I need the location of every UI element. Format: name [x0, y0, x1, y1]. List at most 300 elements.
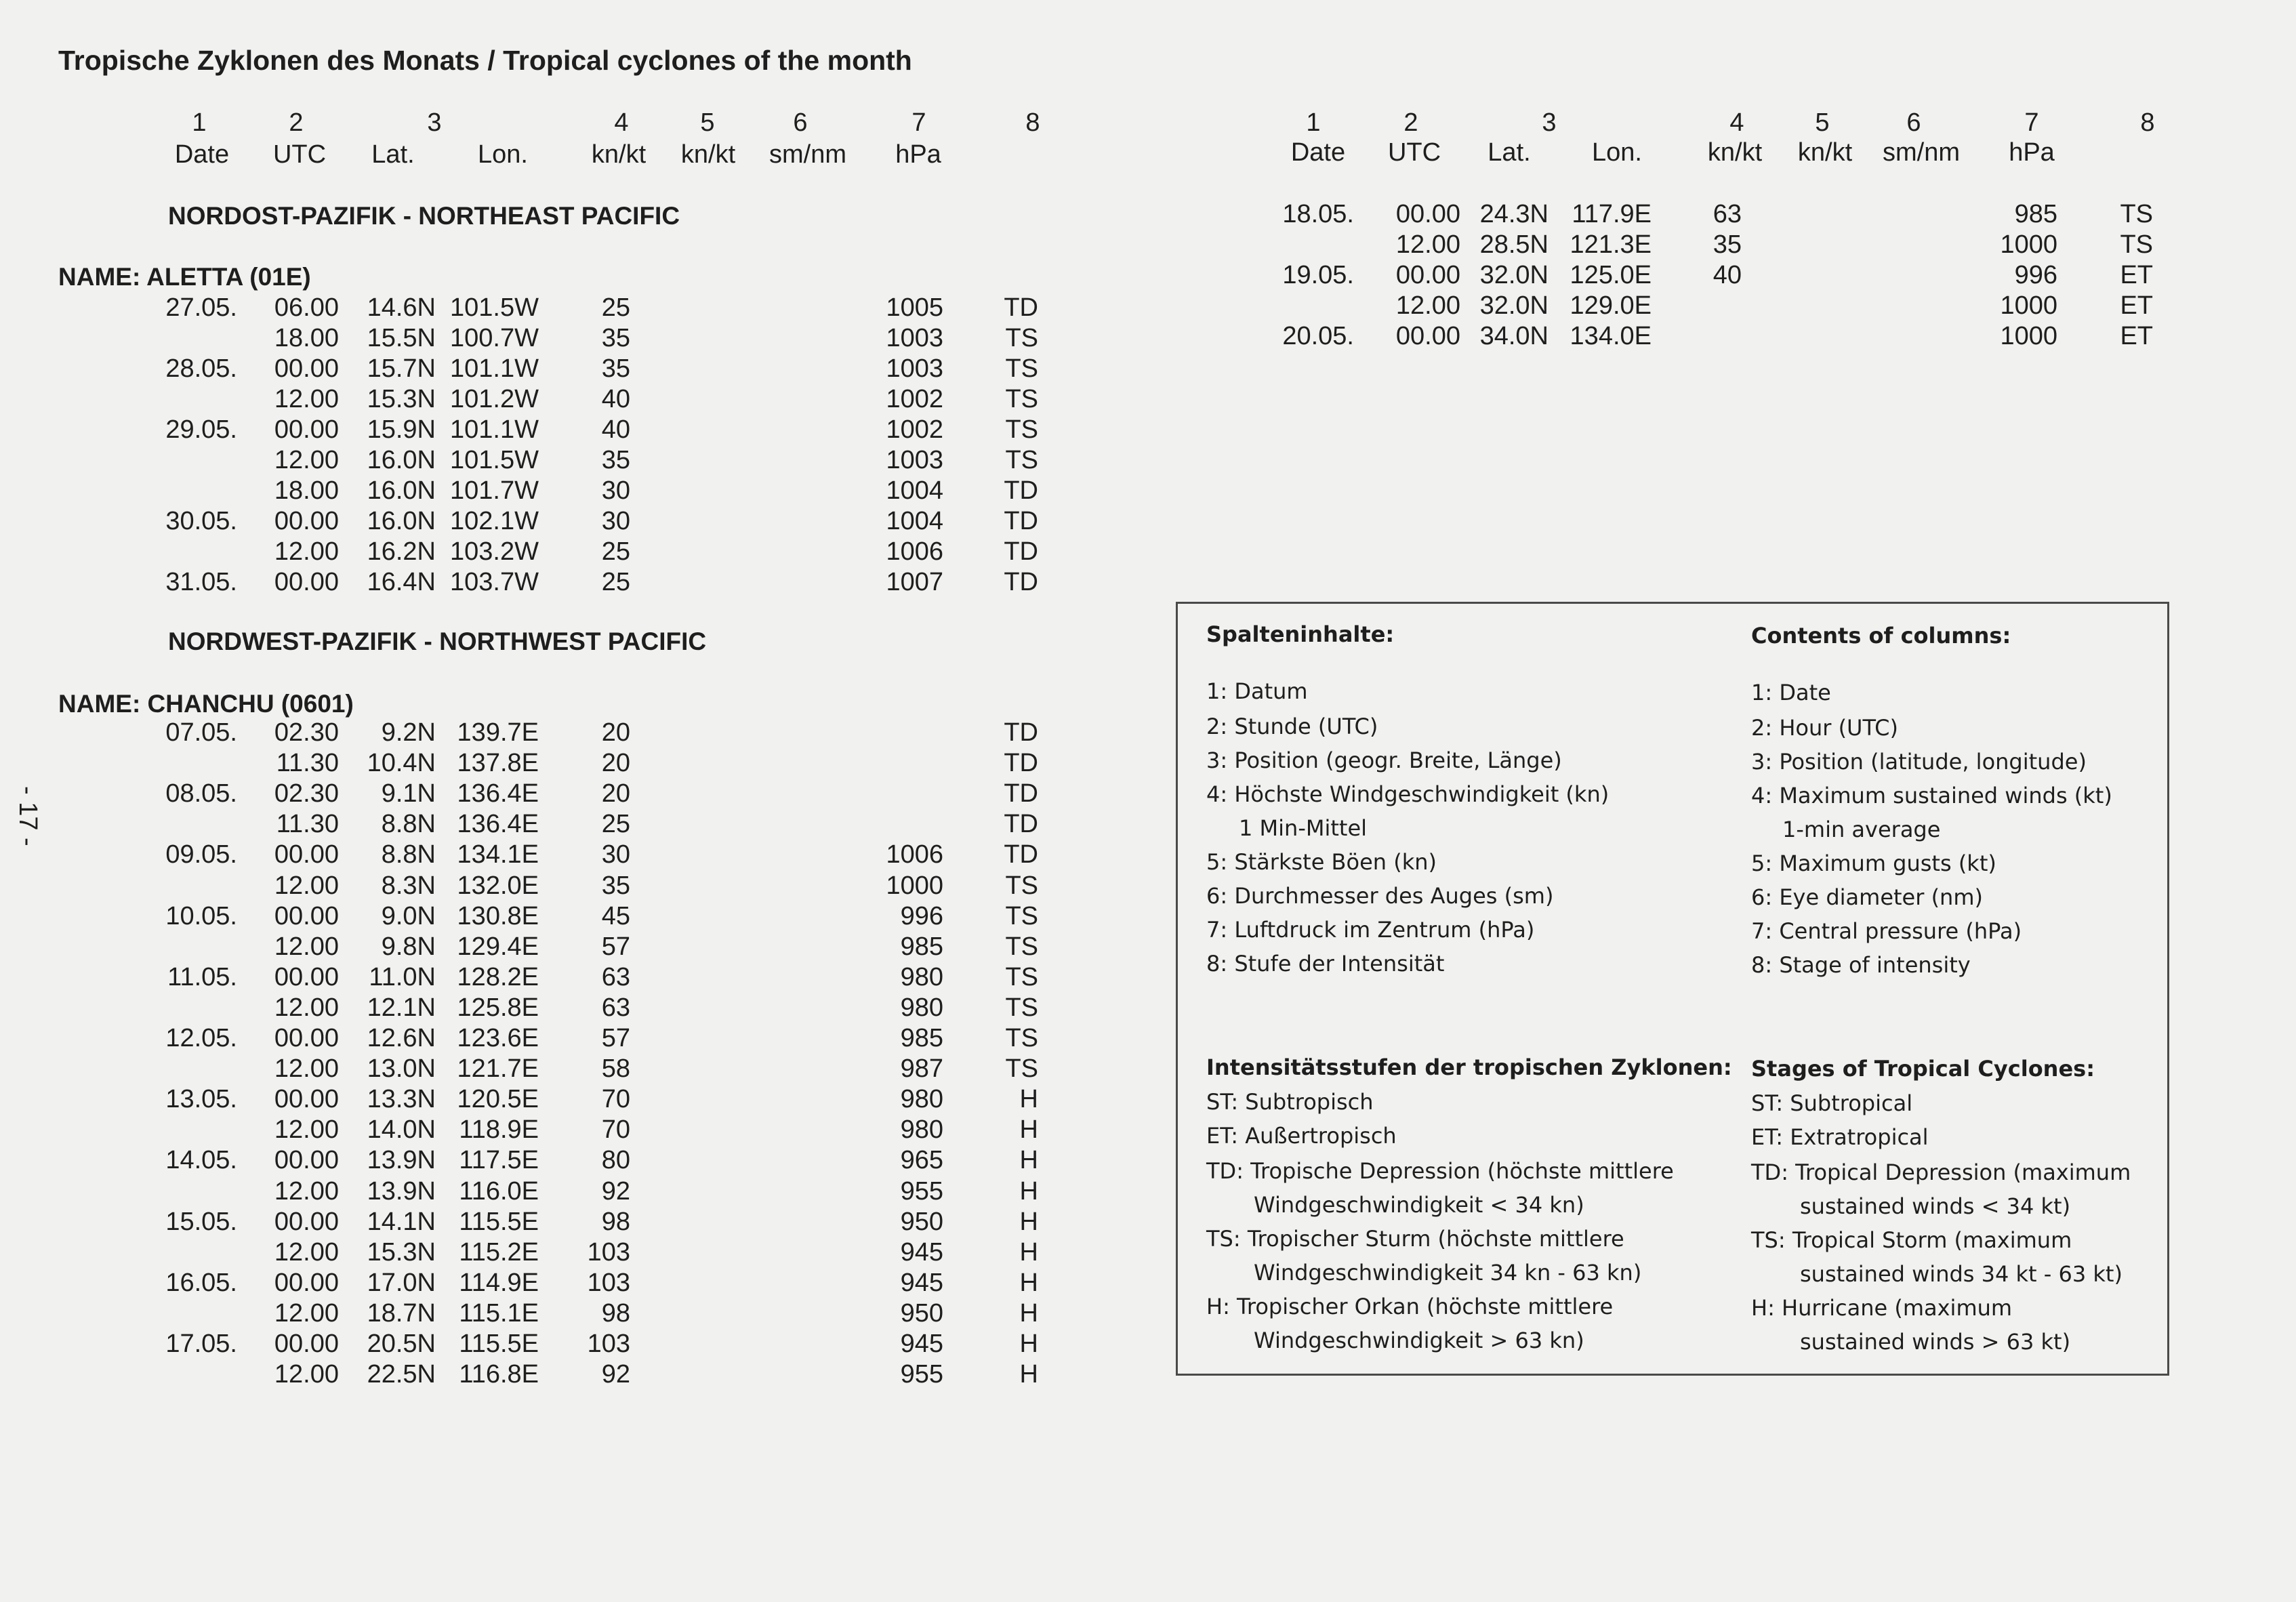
cell-stage: TD [1004, 810, 1038, 839]
table-row [1106, 261, 2258, 291]
legend-stage-de: TS: Tropischer Sturm (höchste mittlere [1206, 1226, 1624, 1252]
cell-lon: 134.1E [457, 840, 539, 869]
cell-date: 30.05. [165, 507, 237, 535]
legend-stage-de: ET: Außertropisch [1206, 1123, 1397, 1149]
cell-lon: 121.3E [1570, 230, 1652, 259]
legend-stages-heading-en: Stages of Tropical Cyclones: [1751, 1056, 2095, 1082]
table-row [0, 779, 1152, 810]
cell-lat: 13.3N [367, 1085, 436, 1114]
cell-pressure: 1006 [886, 840, 943, 869]
table-row [0, 902, 1152, 932]
table-row [1106, 291, 2258, 322]
cell-wind: 98 [601, 1298, 630, 1328]
legend-item-en: 8: Stage of intensity [1751, 952, 1971, 978]
cell-date: 14.05. [165, 1146, 237, 1175]
column-number: 6 [793, 108, 808, 137]
cell-stage: TD [1004, 840, 1038, 869]
table-row [0, 963, 1152, 993]
cell-pressure: 1003 [886, 324, 943, 352]
cell-stage: H [1019, 1268, 1038, 1297]
cell-pressure: 1000 [2000, 230, 2057, 259]
cell-lat: 12.1N [367, 993, 436, 1022]
cell-stage: ET [2120, 322, 2153, 350]
table-row [0, 871, 1152, 902]
storm-name-chanchu: NAME: CHANCHU (0601) [58, 690, 354, 718]
cell-lat: 34.0N [1479, 322, 1549, 350]
cell-lon: 100.7W [450, 324, 539, 352]
cell-lon: 129.4E [457, 932, 539, 961]
cell-utc: 12.00 [274, 1115, 339, 1145]
cell-date: 08.05. [165, 779, 237, 808]
cell-stage: TS [1005, 993, 1038, 1022]
column-unit: UTC [272, 140, 327, 169]
cell-lon: 123.6E [457, 1024, 539, 1052]
cell-date: 15.05. [165, 1207, 237, 1236]
column-unit: kn/kt [680, 140, 736, 169]
cell-wind: 30 [601, 507, 630, 535]
cell-utc: 00.00 [274, 1207, 339, 1236]
legend-stages-heading-de: Intensitätsstufen der tropischen Zyklonen: [1206, 1054, 1732, 1080]
cell-wind: 35 [601, 446, 630, 474]
cell-stage: TD [1004, 507, 1038, 535]
cell-utc: 12.00 [274, 446, 339, 474]
legend-stage-de: H: Tropischer Orkan (höchste mittlere [1206, 1294, 1614, 1319]
cell-lat: 14.1N [367, 1207, 436, 1236]
cell-utc: 06.00 [274, 293, 339, 322]
cell-date: 31.05. [165, 568, 237, 596]
cell-lon: 121.7E [457, 1054, 539, 1084]
cell-pressure: 1002 [886, 385, 943, 413]
cell-pressure: 980 [900, 993, 943, 1022]
legend-item-en: 1-min average [1782, 817, 1941, 842]
legend-stage-de: Windgeschwindigkeit 34 kn - 63 kn) [1254, 1260, 1642, 1286]
cell-lon: 102.1W [450, 507, 539, 535]
cell-utc: 12.00 [1395, 230, 1460, 259]
table-row [0, 1330, 1152, 1360]
cell-utc: 00.00 [274, 1146, 339, 1175]
column-number: 1 [1306, 108, 1321, 137]
table-row [0, 1054, 1152, 1085]
cell-utc: 00.00 [1395, 200, 1460, 228]
cell-wind: 70 [601, 1085, 630, 1114]
cell-lat: 32.0N [1479, 291, 1549, 320]
cell-pressure: 945 [900, 1237, 943, 1267]
table-row [1106, 230, 2258, 261]
table-row [0, 718, 1152, 749]
cell-date: 19.05. [1282, 261, 1354, 289]
cell-lat: 16.0N [367, 507, 436, 535]
column-number: 2 [289, 108, 304, 137]
cell-lat: 18.7N [367, 1298, 436, 1328]
cell-wind: 57 [601, 1024, 630, 1052]
table-row [0, 324, 1152, 354]
cell-pressure: 980 [900, 962, 943, 991]
cell-lon: 101.1W [450, 415, 539, 444]
cell-wind: 57 [601, 932, 630, 961]
cell-wind: 103 [587, 1237, 630, 1267]
column-number: 3 [427, 108, 442, 137]
cell-pressure: 945 [900, 1330, 943, 1358]
table-row [0, 446, 1152, 476]
cell-wind: 63 [1713, 200, 1742, 228]
cell-utc: 12.00 [274, 1237, 339, 1267]
cell-lat: 13.9N [367, 1176, 436, 1206]
cell-lat: 22.5N [367, 1360, 436, 1389]
column-number: 1 [192, 108, 207, 137]
cell-lon: 125.0E [1570, 261, 1652, 289]
cell-wind: 70 [601, 1115, 630, 1145]
cell-utc: 00.00 [274, 1024, 339, 1052]
cell-lat: 28.5N [1479, 230, 1549, 259]
column-unit: UTC [1387, 138, 1441, 167]
cell-utc: 12.00 [274, 1054, 339, 1084]
cell-lat: 9.0N [381, 901, 436, 930]
column-number: 7 [911, 108, 926, 137]
cell-lat: 32.0N [1479, 261, 1549, 289]
cell-wind: 40 [601, 385, 630, 413]
cell-lon: 125.8E [457, 993, 539, 1022]
column-unit: hPa [2009, 138, 2055, 167]
cell-stage: TS [1005, 1054, 1038, 1084]
cell-stage: TD [1004, 537, 1038, 566]
cell-wind: 103 [587, 1330, 630, 1358]
cell-pressure: 1007 [886, 568, 943, 596]
cell-lat: 20.5N [367, 1330, 436, 1358]
cell-stage: TD [1004, 779, 1038, 808]
cell-stage: H [1019, 1115, 1038, 1145]
cell-lon: 115.5E [459, 1330, 539, 1358]
legend-item-de: 1 Min-Mittel [1239, 815, 1368, 841]
legend-stage-en: ST: Subtropical [1751, 1090, 1913, 1116]
table-row [0, 749, 1152, 779]
cell-date: 17.05. [165, 1330, 237, 1358]
table-row [0, 1177, 1152, 1208]
cell-lon: 114.9E [459, 1268, 539, 1297]
cell-wind: 25 [601, 810, 630, 839]
column-number: 5 [700, 108, 715, 137]
cell-lon: 101.5W [450, 293, 539, 322]
cell-lon: 129.0E [1570, 291, 1652, 320]
column-unit: Date [1290, 138, 1346, 167]
cell-wind: 20 [601, 749, 630, 778]
cell-lat: 13.9N [367, 1146, 436, 1175]
column-unit: Lon. [478, 140, 528, 169]
cell-pressure: 1002 [886, 415, 943, 444]
table-row [0, 385, 1152, 415]
cell-lat: 12.6N [367, 1024, 436, 1052]
column-unit: kn/kt [1797, 138, 1853, 167]
cell-wind: 92 [601, 1360, 630, 1389]
cell-stage: TS [1005, 385, 1038, 413]
cell-utc: 12.00 [274, 1298, 339, 1328]
table-row [0, 1024, 1152, 1054]
table-row [0, 993, 1152, 1024]
cell-stage: H [1019, 1207, 1038, 1236]
cell-lat: 15.5N [367, 324, 436, 352]
cell-stage: TS [2120, 230, 2153, 259]
cell-date: 09.05. [165, 840, 237, 869]
cell-wind: 80 [601, 1146, 630, 1175]
cell-lat: 16.2N [367, 537, 436, 566]
cell-lon: 101.7W [450, 476, 539, 505]
legend-stage-en: ET: Extratropical [1751, 1124, 1929, 1150]
cell-wind: 63 [601, 962, 630, 991]
table-row [0, 507, 1152, 537]
table-row [0, 293, 1152, 324]
cell-pressure: 950 [900, 1298, 943, 1328]
cell-lon: 139.7E [457, 718, 539, 747]
column-number: 8 [1025, 108, 1040, 137]
legend-stage-en: sustained winds < 34 kt) [1800, 1193, 2071, 1219]
legend-heading-en: Contents of columns: [1751, 623, 2011, 649]
table-row [0, 1115, 1152, 1146]
column-unit: Lon. [1592, 138, 1642, 167]
cell-wind: 25 [601, 568, 630, 596]
cell-utc: 11.30 [276, 810, 339, 839]
cell-lat: 8.3N [381, 871, 436, 900]
cell-stage: H [1019, 1085, 1038, 1114]
cell-lat: 16.4N [367, 568, 436, 596]
cell-wind: 58 [601, 1054, 630, 1084]
cell-pressure: 985 [2014, 200, 2057, 228]
cell-wind: 25 [601, 537, 630, 566]
table-row [1106, 322, 2258, 352]
cell-wind: 40 [1713, 261, 1742, 289]
cell-utc: 00.00 [274, 1330, 339, 1358]
cell-utc: 12.00 [274, 1360, 339, 1389]
cell-pressure: 985 [900, 932, 943, 961]
legend-heading-de: Spalteninhalte: [1206, 621, 1395, 647]
cell-pressure: 1004 [886, 476, 943, 505]
cell-lon: 117.9E [1572, 200, 1652, 228]
cell-lat: 16.0N [367, 476, 436, 505]
legend-item-de: 6: Durchmesser des Auges (sm) [1206, 883, 1554, 909]
cell-stage: TS [1005, 932, 1038, 961]
column-number: 8 [2140, 108, 2155, 137]
table-row [0, 568, 1152, 598]
cell-utc: 00.00 [274, 840, 339, 869]
cell-lon: 120.5E [457, 1085, 539, 1114]
cell-utc: 00.00 [274, 568, 339, 596]
cell-wind: 45 [601, 901, 630, 930]
cell-utc: 00.00 [274, 1268, 339, 1297]
section-heading-northeast-pacific: NORDOST-PAZIFIK - NORTHEAST PACIFIC [168, 202, 680, 230]
column-number: 7 [2024, 108, 2039, 137]
column-unit: sm/nm [1883, 138, 1960, 167]
cell-wind: 30 [601, 476, 630, 505]
page-number: - 17 - [14, 786, 42, 846]
legend-item-de: 3: Position (geogr. Breite, Länge) [1206, 747, 1562, 773]
cell-date: 20.05. [1282, 322, 1354, 350]
cell-stage: H [1019, 1330, 1038, 1358]
cell-wind: 35 [601, 324, 630, 352]
cell-lon: 116.0E [459, 1176, 539, 1206]
legend-item-de: 8: Stufe der Intensität [1206, 951, 1445, 977]
cell-stage: TS [1005, 901, 1038, 930]
cell-utc: 12.00 [274, 871, 339, 900]
cell-wind: 63 [601, 993, 630, 1022]
cell-stage: H [1019, 1146, 1038, 1175]
table-row [0, 354, 1152, 385]
column-number: 3 [1542, 108, 1557, 137]
cell-lat: 17.0N [367, 1268, 436, 1297]
cell-utc: 11.30 [276, 749, 339, 778]
cell-date: 13.05. [165, 1085, 237, 1114]
legend-stage-en: sustained winds 34 kt - 63 kt) [1800, 1261, 2123, 1287]
cell-lon: 137.8E [457, 749, 539, 778]
cell-utc: 12.00 [274, 537, 339, 566]
cell-lat: 15.7N [367, 354, 436, 383]
cell-date: 12.05. [165, 1024, 237, 1052]
cell-date: 16.05. [165, 1268, 237, 1297]
cell-stage: TS [1005, 446, 1038, 474]
cell-lat: 9.2N [381, 718, 436, 747]
cell-pressure: 955 [900, 1360, 943, 1389]
cell-lon: 136.4E [457, 810, 539, 839]
cell-stage: H [1019, 1298, 1038, 1328]
cell-lat: 14.6N [367, 293, 436, 322]
table-row [0, 810, 1152, 840]
cell-lon: 103.2W [450, 537, 539, 566]
cell-lat: 8.8N [381, 810, 436, 839]
cell-lon: 128.2E [457, 962, 539, 991]
cell-utc: 12.00 [274, 1176, 339, 1206]
storm-name-aletta: NAME: ALETTA (01E) [58, 263, 311, 291]
cell-stage: TD [1004, 476, 1038, 505]
legend-stage-de: Windgeschwindigkeit > 63 kn) [1254, 1328, 1584, 1353]
cell-utc: 00.00 [274, 901, 339, 930]
cell-pressure: 1000 [2000, 291, 2057, 320]
cell-lat: 15.3N [367, 1237, 436, 1267]
cell-lon: 134.0E [1570, 322, 1652, 350]
legend-item-en: 3: Position (latitude, longitude) [1751, 749, 2087, 775]
legend-item-de: 1: Datum [1206, 678, 1308, 704]
cell-lon: 117.5E [459, 1146, 539, 1175]
cell-wind: 35 [601, 354, 630, 383]
cell-pressure: 980 [900, 1115, 943, 1145]
table-row [0, 1269, 1152, 1299]
legend-stage-en: TD: Tropical Depression (maximum [1751, 1159, 2131, 1185]
cell-lon: 118.9E [459, 1115, 539, 1145]
cell-utc: 00.00 [274, 415, 339, 444]
column-unit: kn/kt [591, 140, 647, 169]
cell-pressure: 1000 [2000, 322, 2057, 350]
cell-stage: H [1019, 1176, 1038, 1206]
cell-lat: 16.0N [367, 446, 436, 474]
cell-wind: 25 [601, 293, 630, 322]
cell-utc: 12.00 [274, 993, 339, 1022]
cell-utc: 18.00 [274, 324, 339, 352]
table-row [0, 1360, 1152, 1391]
column-unit: sm/nm [769, 140, 846, 169]
cell-pressure: 1003 [886, 446, 943, 474]
cell-pressure: 1003 [886, 354, 943, 383]
cell-stage: TS [1005, 871, 1038, 900]
cell-lat: 10.4N [367, 749, 436, 778]
cell-lat: 9.8N [381, 932, 436, 961]
cell-utc: 00.00 [1395, 322, 1460, 350]
cell-lon: 101.5W [450, 446, 539, 474]
page-title: Tropische Zyklonen des Monats / Tropical cyclones of the month [58, 45, 912, 76]
cell-wind: 40 [601, 415, 630, 444]
cell-stage: TD [1004, 749, 1038, 778]
cell-utc: 00.00 [1395, 261, 1460, 289]
cell-stage: TS [2120, 200, 2153, 228]
cell-date: 18.05. [1282, 200, 1354, 228]
cell-pressure: 985 [900, 1024, 943, 1052]
cell-lat: 15.9N [367, 415, 436, 444]
table-row [0, 537, 1152, 568]
cell-lat: 14.0N [367, 1115, 436, 1145]
cell-stage: ET [2120, 291, 2153, 320]
column-number: 5 [1815, 108, 1830, 137]
table-row [0, 840, 1152, 871]
legend-item-en: 7: Central pressure (hPa) [1751, 918, 2022, 944]
cell-wind: 92 [601, 1176, 630, 1206]
legend-item-en: 1: Date [1751, 680, 1831, 705]
cell-pressure: 1004 [886, 507, 943, 535]
cell-pressure: 987 [900, 1054, 943, 1084]
cell-lat: 11.0N [369, 962, 436, 991]
cell-lon: 116.8E [459, 1360, 539, 1389]
cell-utc: 00.00 [274, 507, 339, 535]
legend-item-en: 2: Hour (UTC) [1751, 715, 1898, 741]
cell-pressure: 996 [2014, 261, 2057, 289]
table-row [1106, 200, 2258, 230]
legend-item-de: 5: Stärkste Böen (kn) [1206, 849, 1437, 875]
legend-box [1176, 602, 2169, 1376]
table-row [0, 932, 1152, 963]
cell-utc: 02.30 [274, 779, 339, 808]
column-unit: Lat. [1488, 138, 1531, 167]
cell-lon: 103.7W [450, 568, 539, 596]
legend-item-en: 4: Maximum sustained winds (kt) [1751, 783, 2112, 808]
cell-wind: 20 [601, 718, 630, 747]
cell-lon: 136.4E [457, 779, 539, 808]
legend-stage-de: Windgeschwindigkeit < 34 kn) [1254, 1192, 1584, 1218]
cell-pressure: 955 [900, 1176, 943, 1206]
legend-stage-en: H: Hurricane (maximum [1751, 1295, 2013, 1321]
cell-wind: 35 [1713, 230, 1742, 259]
cell-stage: TD [1004, 293, 1038, 322]
legend-item-de: 2: Stunde (UTC) [1206, 714, 1378, 739]
cell-stage: TD [1004, 718, 1038, 747]
cell-utc: 12.00 [274, 932, 339, 961]
table-row [0, 1085, 1152, 1115]
cell-stage: TS [1005, 324, 1038, 352]
cell-utc: 12.00 [274, 385, 339, 413]
column-number: 4 [614, 108, 629, 137]
cell-lon: 115.2E [459, 1237, 539, 1267]
cell-lat: 8.8N [381, 840, 436, 869]
table-row [0, 1238, 1152, 1269]
legend-stage-de: TD: Tropische Depression (höchste mittlere [1206, 1158, 1674, 1184]
cell-date: 29.05. [165, 415, 237, 444]
column-unit: Lat. [371, 140, 415, 169]
table-row [0, 1146, 1152, 1176]
cell-pressure: 945 [900, 1268, 943, 1297]
cell-date: 07.05. [165, 718, 237, 747]
legend-stage-en: sustained winds > 63 kt) [1800, 1329, 2071, 1355]
cell-date: 28.05. [165, 354, 237, 383]
section-heading-northwest-pacific: NORDWEST-PAZIFIK - NORTHWEST PACIFIC [168, 628, 707, 655]
cell-lon: 101.2W [450, 385, 539, 413]
cell-lat: 15.3N [367, 385, 436, 413]
table-row [0, 476, 1152, 507]
cell-lon: 101.1W [450, 354, 539, 383]
column-unit: Date [174, 140, 230, 169]
cell-utc: 12.00 [1395, 291, 1460, 320]
